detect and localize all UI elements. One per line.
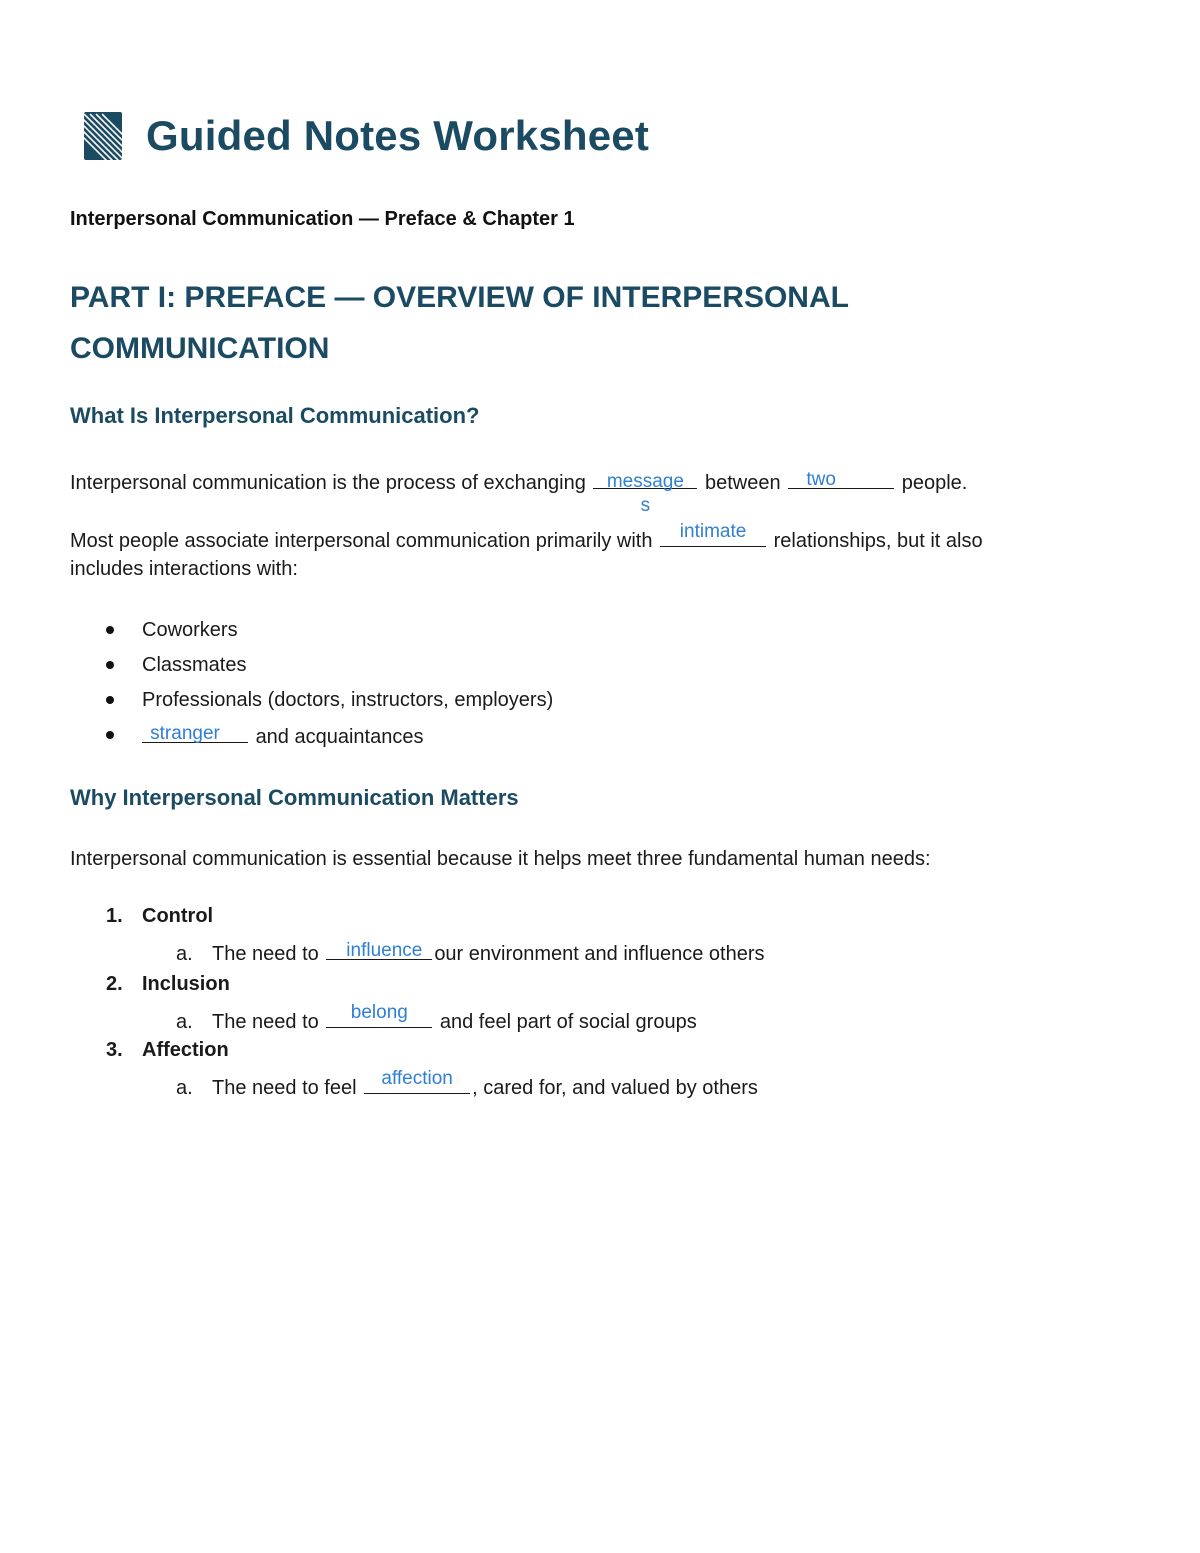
need-subitem-inclusion xyxy=(176,1002,697,1034)
fill-in-answer: affection xyxy=(381,1068,453,1089)
subitem-text: our environment and influence others xyxy=(434,943,765,965)
fill-in-answer: influence xyxy=(346,940,423,961)
need-subitem-control xyxy=(176,939,765,966)
fill-blank-stranger[interactable] xyxy=(142,722,248,743)
fill-in-answer: two xyxy=(806,469,836,490)
paragraph-needs-intro: Interpersonal communication is essential because it helps meet three fundamental human needs: xyxy=(70,848,931,870)
need-item-affection xyxy=(106,1039,229,1062)
part-heading-line1: PART I: PREFACE — OVERVIEW OF INTERPERSONAL xyxy=(70,281,849,314)
item-label: Control xyxy=(142,905,214,927)
fill-blank-belong[interactable] xyxy=(326,1002,432,1028)
paragraph-text: Most people associate interpersonal communication primarily with xyxy=(70,530,653,552)
paragraph-text: relationships, but it also xyxy=(773,530,983,552)
need-item-inclusion xyxy=(106,973,230,996)
list-item-text: Coworkers xyxy=(142,619,238,641)
section-heading-what: What Is Interpersonal Communication? xyxy=(70,403,480,428)
item-number: 2. xyxy=(106,973,123,995)
fill-blank-affection[interactable] xyxy=(364,1068,470,1094)
fill-in-answer: stranger xyxy=(150,723,220,744)
need-item-control xyxy=(106,905,213,928)
item-number: 1. xyxy=(106,905,123,927)
bullet-icon xyxy=(106,696,114,704)
bullet-icon xyxy=(106,731,114,739)
fill-in-line2: s xyxy=(640,495,651,516)
subitem-letter: a. xyxy=(176,1011,193,1033)
course-subtitle: Interpersonal Communication — Preface & Chapter 1 xyxy=(70,208,575,230)
fill-blank-two[interactable] xyxy=(788,468,894,489)
part-heading xyxy=(70,272,970,374)
fill-blank-messages[interactable] xyxy=(593,468,697,516)
subitem-letter: a. xyxy=(176,943,193,965)
item-label: Inclusion xyxy=(142,973,230,995)
list-item-text: Classmates xyxy=(142,654,247,676)
list-item xyxy=(106,652,553,687)
striped-notebook-icon xyxy=(82,110,124,162)
fill-in-answer: intimate xyxy=(679,521,747,542)
list-item xyxy=(106,722,553,757)
paragraph-definition xyxy=(70,468,968,516)
fill-in-line1: message xyxy=(606,471,684,492)
worksheet-title: Guided Notes Worksheet xyxy=(146,112,650,159)
need-subitem-affection xyxy=(176,1068,758,1100)
bullet-icon xyxy=(106,661,114,669)
subitem-text: The need to xyxy=(212,943,319,965)
section-heading-why: Why Interpersonal Communication Matters xyxy=(70,785,519,810)
paragraph-text: between xyxy=(704,472,781,494)
paragraph-text: Interpersonal communication is the process of exchanging xyxy=(70,472,586,494)
subitem-text: and feel part of social groups xyxy=(439,1011,697,1033)
fill-in-answer: belong xyxy=(350,1002,408,1023)
interaction-list xyxy=(106,617,553,757)
subitem-text: The need to xyxy=(212,1011,319,1033)
bullet-icon xyxy=(106,626,114,634)
subitem-letter: a. xyxy=(176,1077,193,1099)
list-item xyxy=(106,687,553,722)
paragraph-text: people. xyxy=(901,472,968,494)
list-item xyxy=(106,617,553,652)
paragraph-intimate xyxy=(70,521,983,553)
title-row xyxy=(82,108,649,164)
fill-blank-intimate[interactable] xyxy=(660,521,766,547)
paragraph-includes: includes interactions with: xyxy=(70,558,298,580)
item-number: 3. xyxy=(106,1039,123,1061)
part-heading-line2: COMMUNICATION xyxy=(70,332,330,365)
fill-blank-influence[interactable] xyxy=(326,939,432,960)
fill-in-answer xyxy=(605,470,685,518)
list-item-text: and acquaintances xyxy=(255,726,424,748)
subitem-text: , cared for, and valued by others xyxy=(472,1077,758,1099)
subitem-text: The need to feel xyxy=(212,1077,357,1099)
list-item-text: Professionals (doctors, instructors, employers) xyxy=(142,689,554,711)
item-label: Affection xyxy=(142,1039,229,1061)
